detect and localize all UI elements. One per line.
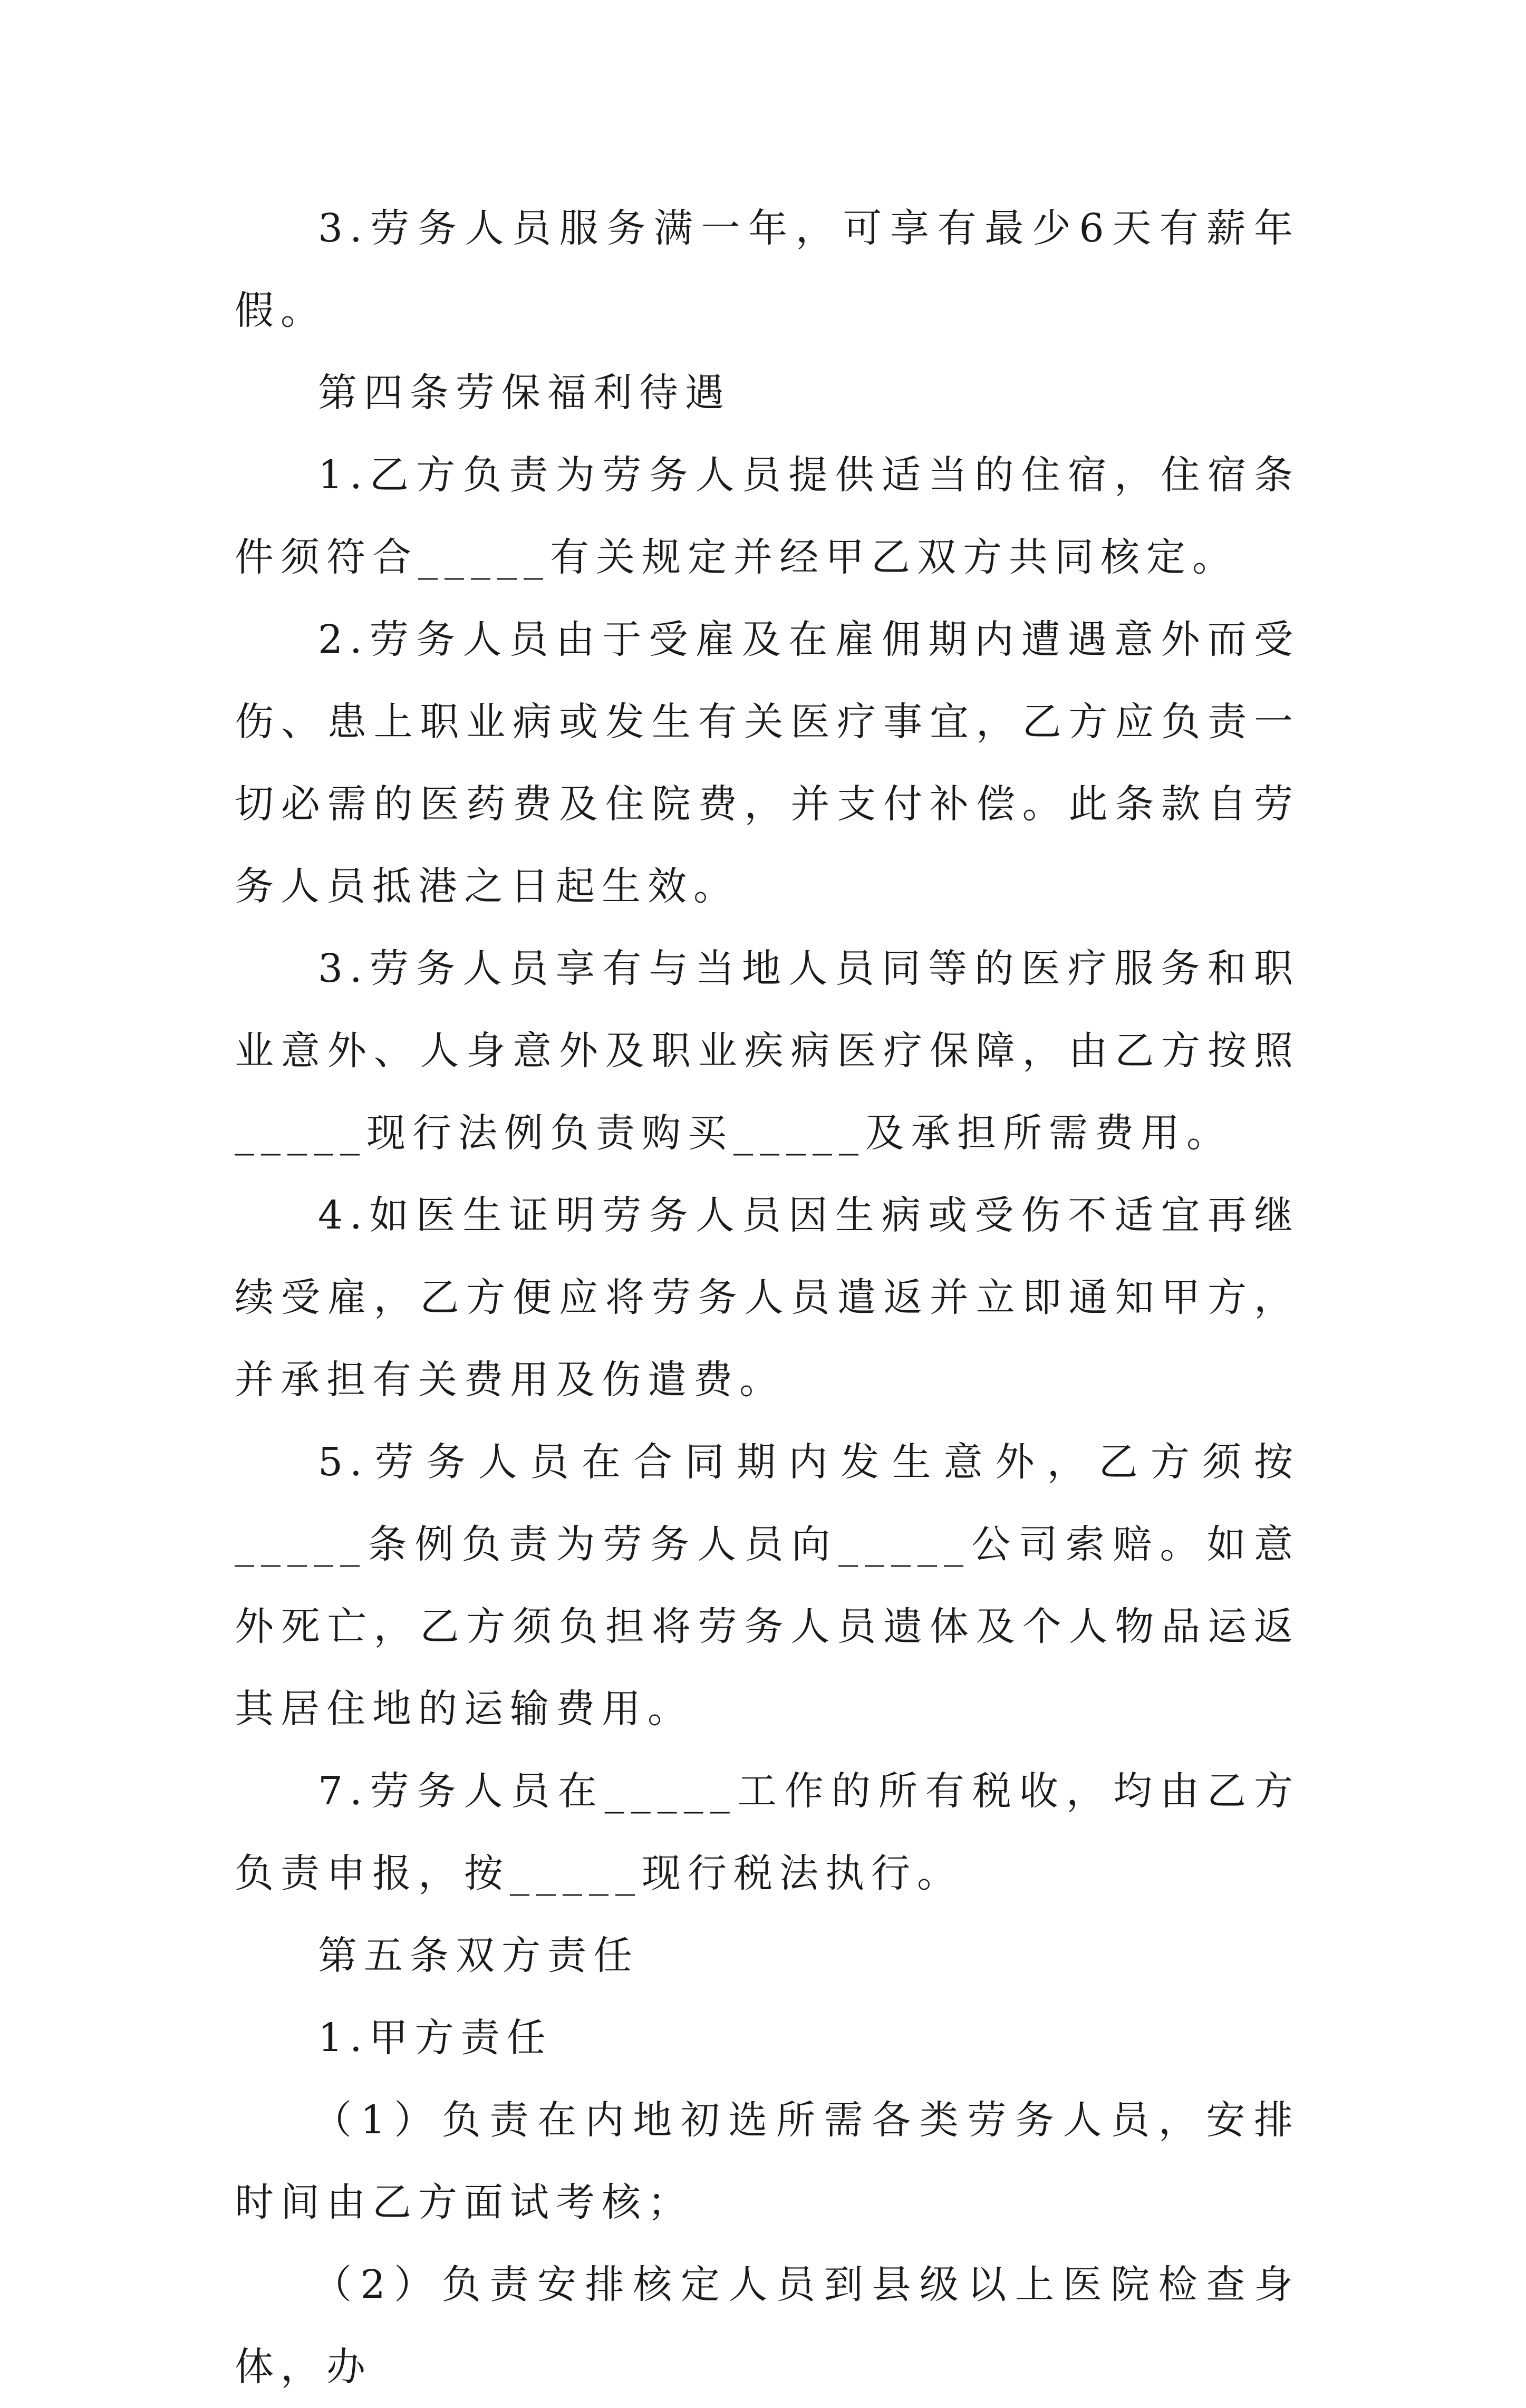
section-heading-article-5: 第五条双方责任 bbox=[318, 1933, 639, 1978]
paragraph-accommodation: 1.乙方负责为劳务人员提供适当的住宿，住宿条件须符合_____有关规定并经甲乙双方共同核定。 bbox=[235, 452, 1300, 580]
paragraph-paid-leave: 3.劳务人员服务满一年，可享有最少6天有薪年假。 bbox=[235, 206, 1300, 333]
paragraph-accident-claims: 5.劳务人员在合同期内发生意外，乙方须按_____条例负责为劳务人员向_____公司索赔。如意外死亡，乙方须负担将劳务人员遗体及个人物品运返其居住地的运输费用。 bbox=[235, 1439, 1300, 1732]
document-body bbox=[235, 187, 1300, 2408]
paragraph-taxation: 7.劳务人员在_____工作的所有税收，均由乙方负责申报，按_____现行税法执行。 bbox=[235, 1768, 1300, 1896]
list-item-duty-2: （2）负责安排核定人员到县级以上医院检查身体，办 bbox=[235, 2262, 1300, 2390]
paragraph-injury-medical: 2.劳务人员由于受雇及在雇佣期内遭遇意外而受伤、患上职业病或发生有关医疗事宜，乙方应负责一切必需的医药费及住院费，并支付补偿。此条款自劳务人员抵港之日起生效。 bbox=[235, 617, 1300, 909]
subheading-party-a-duties: 1.甲方责任 bbox=[318, 2015, 553, 2061]
section-heading-article-4: 第四条劳保福利待遇 bbox=[318, 370, 731, 415]
list-item-duty-1: （1）负责在内地初选所需各类劳务人员，安排时间由乙方面试考核； bbox=[235, 2097, 1300, 2225]
paragraph-repatriation: 4.如医生证明劳务人员因生病或受伤不适宜再继续受雇，乙方便应将劳务人员遣返并立即通知甲方，并承担有关费用及伤遣费。 bbox=[235, 1193, 1300, 1403]
paragraph-medical-insurance: 3.劳务人员享有与当地人员同等的医疗服务和职业意外、人身意外及职业疾病医疗保障，由乙方按照_____现行法例负责购买_____及承担所需费用。 bbox=[235, 946, 1300, 1156]
